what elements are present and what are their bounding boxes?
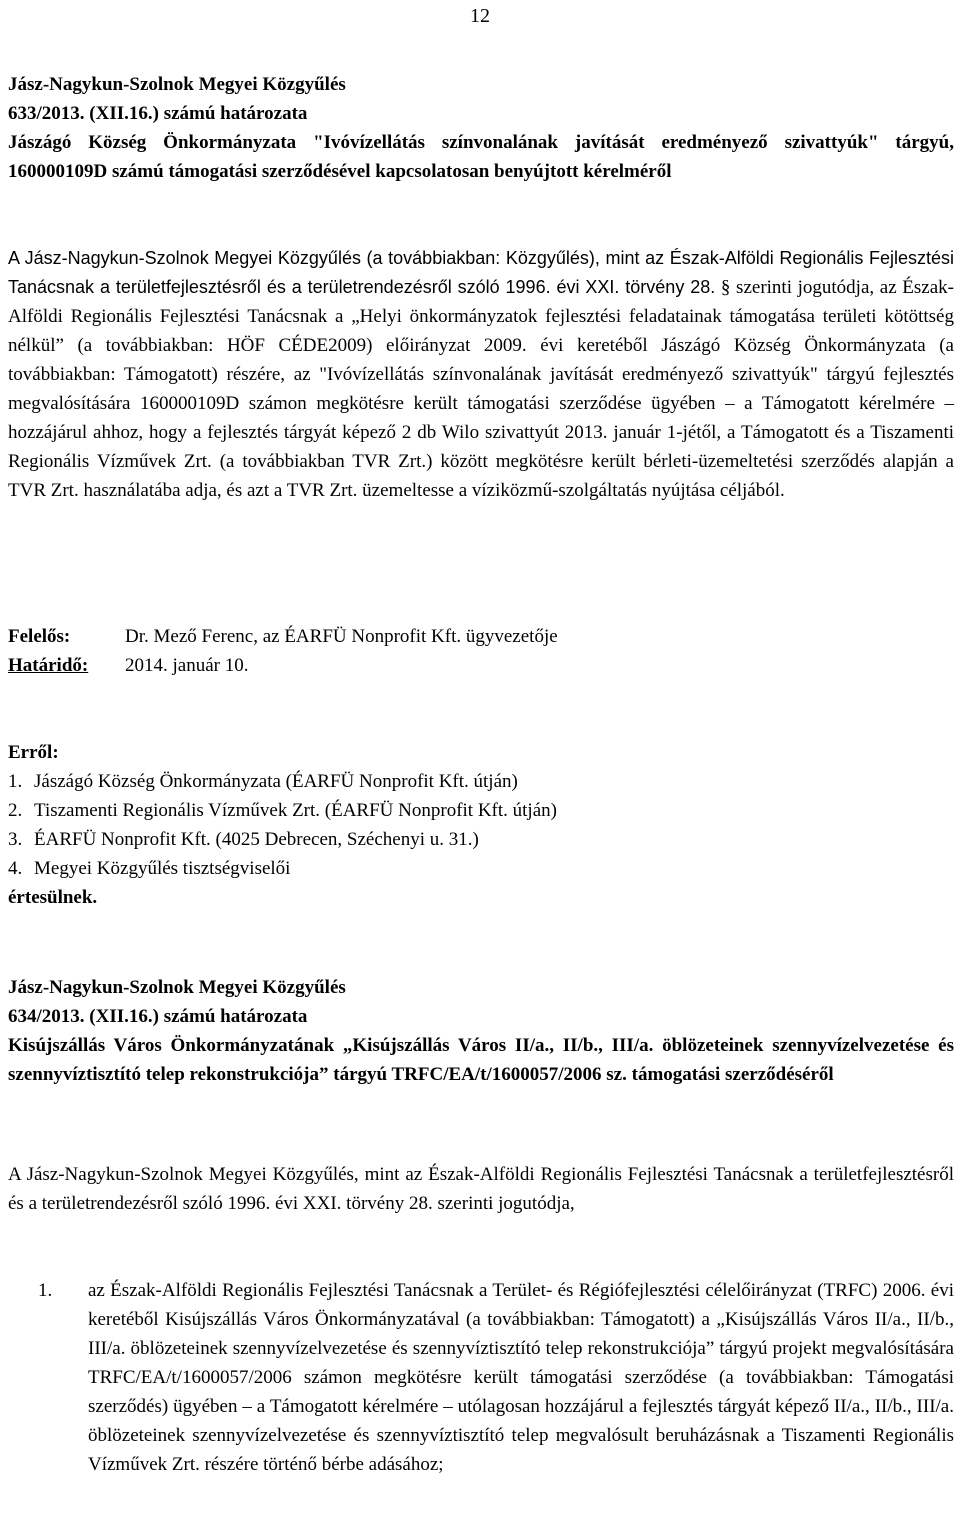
section-sign-icon: § [715,277,731,298]
resolution-633-header [8,70,954,186]
decision-list [8,1276,954,1479]
resolution-title: Kisújszállás Város Önkormányzatának „Kisújszállás Város II/a., II/b., III/a. öblözeteinek szennyvízelvezetése és szennyvíztisztító telep rekonstrukciója” tárgyú TRFC/EA/t/1600057/2006 sz. támogatási szerződéséről [8,1035,954,1085]
list-item: 2. Tiszamenti Regionális Vízművek Zrt. (ÉARFÜ Nonprofit Kft. útján) [8,800,557,821]
deadline-label: Határidő: [8,655,89,676]
list-item: 3. ÉARFÜ Nonprofit Kft. (4025 Debrecen, Széchenyi u. 31.) [8,829,479,850]
resolution-633-body [8,244,954,505]
notify-list [8,767,954,883]
resolution-634-intro [8,1160,954,1218]
list-item: 4. Megyei Közgyűlés tisztségviselői [8,858,291,879]
list-item: 1. az Észak-Alföldi Regionális Fejlesztési Tanácsnak a Terület- és Régiófejlesztési célelőirányzat (TRFC) 2006. évi keretéből Kisújszállás Város Önkormányzatával (a továbbiakban: Támogatott) a „Kisújszállás Város II/a., II/b., III/a. öblözeteinek szennyvízelvezetése és szennyvíztisztító telep rekonstrukciója” tárgyú projekt megvalósítására TRFC/EA/t/1600057/2006 számon megkötésre került támogatási szerződése (a továbbiakban: Támogatási szerződés) ügyében – a Támogatott kérelmére – utólagosan hozzájárul a fejlesztés tárgyát képező II/a., II/b., III/a. öblözeteinek szennyvízelvezetése és szennyvíztisztító telep megvalósult beruházásnak a Tiszamenti Regionális Vízművek Zrt. részére történő bérbe adásához; [38,1280,954,1475]
resolution-number: 634/2013. (XII.16.) számú határozata [8,1006,308,1027]
responsible-block [8,622,954,680]
notify-block [8,738,954,912]
responsible-label: Felelős: [8,626,71,647]
deadline-value: 2014. január 10. [125,655,249,676]
responsible-value: Dr. Mező Ferenc, az ÉARFÜ Nonprofit Kft. ügyvezetője [125,626,558,647]
intro-text: A Jász-Nagykun-Szolnok Megyei Közgyűlés, mint az Észak-Alföldi Regionális Fejlesztési Tanácsnak a területfejlesztésről és a területrendezésről szóló 1996. évi XXI. törvény 28. szerinti jogutódja, [8,1164,954,1214]
body-text-sans: A Jász-Nagykun-Szolnok Megyei Közgyűlés (a továbbiakban: Közgyűlés), mint az Észak-Alföldi Regionális Fejlesztési Tanácsnak a területfejlesztésről és a területrendezésről szóló 1996. évi XXI. törvény 28. [8,248,954,297]
resolution-issuer: Jász-Nagykun-Szolnok Megyei Közgyűlés [8,74,346,95]
list-item: 1. Jászágó Község Önkormányzata (ÉARFÜ Nonprofit Kft. útján) [8,771,518,792]
page-number: 12 [470,5,490,27]
deadline-row [8,651,954,680]
resolution-number: 633/2013. (XII.16.) számú határozata [8,103,308,124]
resolution-634-header [8,973,954,1089]
body-text-serif: szerinti jogutódja, az Észak-Alföldi Regionális Fejlesztési Tanácsnak a „Helyi önkormányzatok fejlesztési feladatainak támogatása területi kötöttség nélkül” (a továbbiakban: HÖF CÉDE2009) előirányzat 2009. évi keretéből Jászágó Község Önkormányzata (a továbbiakban: Támogatott) részére, az "Ivóvízellátás színvonalának javítását eredményező szivattyúk" tárgyú fejlesztés megvalósítására 160000109D számon megkötésre került támogatási szerződése ügyében – a Támogatott kérelmére – hozzájárul ahhoz, hogy a fejlesztés tárgyát képező 2 db Wilo szivattyút 2013. január 1-jétől, a Támogatott és a Tiszamenti Regionális Vízművek Zrt. (a továbbiakban TVR Zrt.) között megkötésre került bérleti-üzemeltetési szerződés alapján a TVR Zrt. használatába adja, és azt a TVR Zrt. üzemeltesse a víziközmű-szolgáltatás nyújtása céljából. [8,277,954,501]
resolution-title: Jászágó Község Önkormányzata "Ivóvízellátás színvonalának javítását eredményező szivattyúk" tárgyú, 160000109D számú támogatási szerződésével kapcsolatosan benyújtott kérelméről [8,132,954,182]
responsible-row [8,622,954,651]
resolution-634-items [8,1276,954,1479]
resolution-issuer: Jász-Nagykun-Szolnok Megyei Közgyűlés [8,977,346,998]
notify-heading: Erről: [8,742,59,763]
notify-footer: értesülnek. [8,887,98,908]
